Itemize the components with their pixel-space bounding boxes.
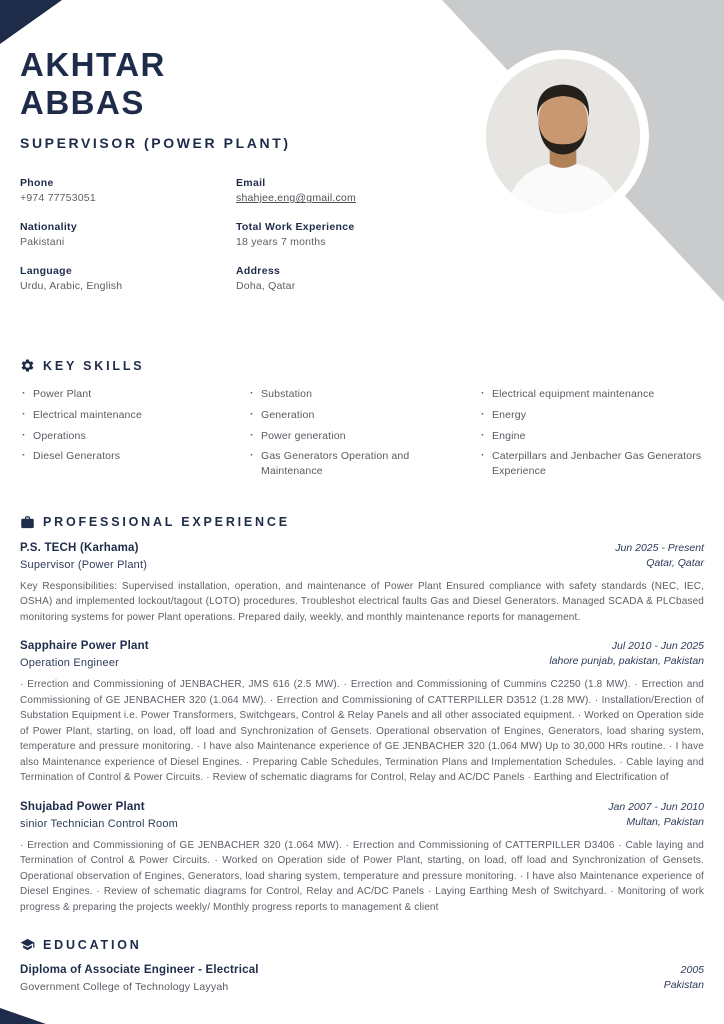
skill-item: · Power generation <box>248 429 469 444</box>
address-value: Doha, Qatar <box>236 280 296 293</box>
experience-value: 18 years 7 months <box>236 236 326 249</box>
education-year: 2005 <box>680 964 704 977</box>
job-right <box>549 640 704 667</box>
professional-experience-heading <box>20 515 704 530</box>
job-description: · Errection and Commissioning of GE JENBACHER 320 (1.064 MW). · Errection and Commissioning of CATTERPILLER D3406 · Cable laying and Termination of Control & Power Circuits. · Worked on Operation side of Power Plant, starting, on load, off load and Synchronization of Gensets. Operational observation of Engines, Generators, load sharing system, temperature and pressure monitoring. · I have also Maintenance experience of Diesel Engines. · Review of schematic diagrams for Control, Relay and AC/DC Panels · Laying Earthing Mesh of Switchyard. · Monitoring of work progress & preparing the projects weekly/ Monthly progress reports to management & client <box>20 839 704 913</box>
nationality-value: Pakistani <box>20 236 65 249</box>
contact-address <box>236 265 486 292</box>
phone-label: Phone <box>20 177 54 190</box>
skill-item: · Generation <box>248 408 469 423</box>
job-left <box>20 640 149 669</box>
portrait-illustration <box>486 59 640 213</box>
header <box>0 0 470 292</box>
job-description: · Errection and Commissioning of JENBACHER, JMS 616 (2.5 MW). · Errection and Commissioning of Cummins C2250 (1.8 MW). · Errection and Commissioning of GE JENBACHER 320 (1.064 MW). · Errection and Commissioning of CATTERPILLER D3512 (1.28 MW). · Installation/Erection of Substation Equipment i.e. Power Transformers, Switchgears, Control & Relay Panels and all other associated equipment. · Worked on Operation side of Power Plant, starting, on load, off load and Synchronization of Gensets. Operational observation of Engines, Generators, load sharing system, temperature and pressure monitoring. · I have also Maintenance experience of GE JENBACHER 320 (1.064 MW) Up to 30,000 HRs routine. · I have also Maintenance experience of Diesel Engines. · Preparing Cable Schedules, Termination Plans and Implementation Schedules. · Cable laying and Termination of Control & Power Circuits. · Review of schematic diagrams for Control, Relay and AC/DC Panels · Earthing and Electrification of <box>20 679 704 784</box>
education-location: Pakistan <box>663 979 704 992</box>
profile-photo <box>477 50 649 222</box>
graduation-cap-icon <box>20 937 35 952</box>
skill-item: · Electrical equipment maintenance <box>479 387 704 402</box>
skill-item: · Power Plant <box>20 387 238 402</box>
job-entry-1 <box>20 542 704 626</box>
school-name: Government College of Technology Layyah <box>20 981 229 994</box>
job-entry-2 <box>20 640 704 786</box>
education-right <box>664 964 704 991</box>
job-right <box>615 542 704 569</box>
address-label: Address <box>236 265 281 278</box>
job-location: Multan, Pakistan <box>626 815 704 828</box>
skills-column-3 <box>479 387 704 484</box>
contact-nationality <box>20 221 236 248</box>
education-section <box>20 937 704 993</box>
contact-experience <box>236 221 486 248</box>
candidate-name <box>20 46 450 121</box>
contact-info <box>20 177 450 292</box>
contact-email <box>236 177 486 204</box>
company-name: P.S. TECH (Karhama) <box>20 541 139 554</box>
job-header <box>20 640 704 669</box>
professional-experience-section <box>20 515 704 916</box>
skill-item: · Electrical maintenance <box>20 408 238 423</box>
key-skills-section <box>20 358 704 484</box>
degree-name: Diploma of Associate Engineer - Electrical <box>20 964 259 977</box>
skill-item: · Diesel Generators <box>20 449 238 464</box>
email-link[interactable]: shahjee.eng@gmail.com <box>236 192 356 205</box>
job-role: Operation Engineer <box>20 657 119 670</box>
candidate-name-line1: AKHTAR <box>20 46 166 83</box>
phone-value: +974 77753051 <box>20 192 96 205</box>
job-dates: Jul 2010 - Jun 2025 <box>611 640 704 653</box>
skill-item: · Operations <box>20 429 238 444</box>
job-description: Key Responsibilities: Supervised installation, operation, and maintenance of Power Plant Ensured compliance with safety standards (NEC, IEC, OSHA) and implemented lockout/tagout (LOTO) procedures. Troubleshot electrical faults Gas and Diesel Generators. Managed SCADA & PLCbased monitoring systems for power Plant operations. Prepared daily, weekly, and monthly maintenance reports for management. <box>20 580 704 623</box>
briefcase-icon <box>20 515 35 530</box>
job-header <box>20 542 704 571</box>
nationality-label: Nationality <box>20 221 77 234</box>
skill-item: · Gas Generators Operation and Maintenance <box>248 449 469 478</box>
language-value: Urdu, Arabic, English <box>20 280 123 293</box>
experience-label: Total Work Experience <box>236 221 355 234</box>
skill-item: · Engine <box>479 429 704 444</box>
job-header <box>20 801 704 830</box>
education-heading <box>20 937 704 952</box>
job-dates: Jun 2025 - Present <box>615 541 704 554</box>
main-content <box>0 358 724 993</box>
skills-column-1 <box>20 387 238 484</box>
company-name: Shujabad Power Plant <box>20 800 145 813</box>
key-skills-heading <box>20 358 704 373</box>
education-left <box>20 964 259 993</box>
email-label: Email <box>236 177 266 190</box>
professional-experience-title: PROFESSIONAL EXPERIENCE <box>43 515 290 530</box>
skills-column-2 <box>248 387 469 484</box>
job-entry-3 <box>20 801 704 916</box>
key-skills-title: KEY SKILLS <box>43 358 145 373</box>
candidate-job-title: SUPERVISOR (POWER PLANT) <box>20 135 291 152</box>
job-role: Supervisor (Power Plant) <box>20 558 148 571</box>
job-left <box>20 801 178 830</box>
job-dates: Jan 2007 - Jun 2010 <box>608 800 704 813</box>
gear-icon <box>20 358 35 373</box>
skill-item: · Energy <box>479 408 704 423</box>
language-label: Language <box>20 265 72 278</box>
job-location: lahore punjab, pakistan, Pakistan <box>549 655 704 668</box>
education-entry <box>20 964 704 993</box>
job-role: sinior Technician Control Room <box>20 817 179 830</box>
candidate-name-line2: ABBAS <box>20 83 145 121</box>
company-name: Sapphaire Power Plant <box>20 640 149 653</box>
job-right <box>608 801 704 828</box>
skill-item: · Caterpillars and Jenbacher Gas Generators Experience <box>479 449 704 478</box>
skills-grid <box>20 387 704 484</box>
job-location: Qatar, Qatar <box>646 556 704 569</box>
contact-language <box>20 265 236 292</box>
contact-phone <box>20 177 236 204</box>
education-header <box>20 964 704 993</box>
skill-item: · Substation <box>248 387 469 402</box>
job-left <box>20 542 147 571</box>
education-title: EDUCATION <box>43 937 142 952</box>
bottom-left-corner-accent <box>0 1008 46 1024</box>
